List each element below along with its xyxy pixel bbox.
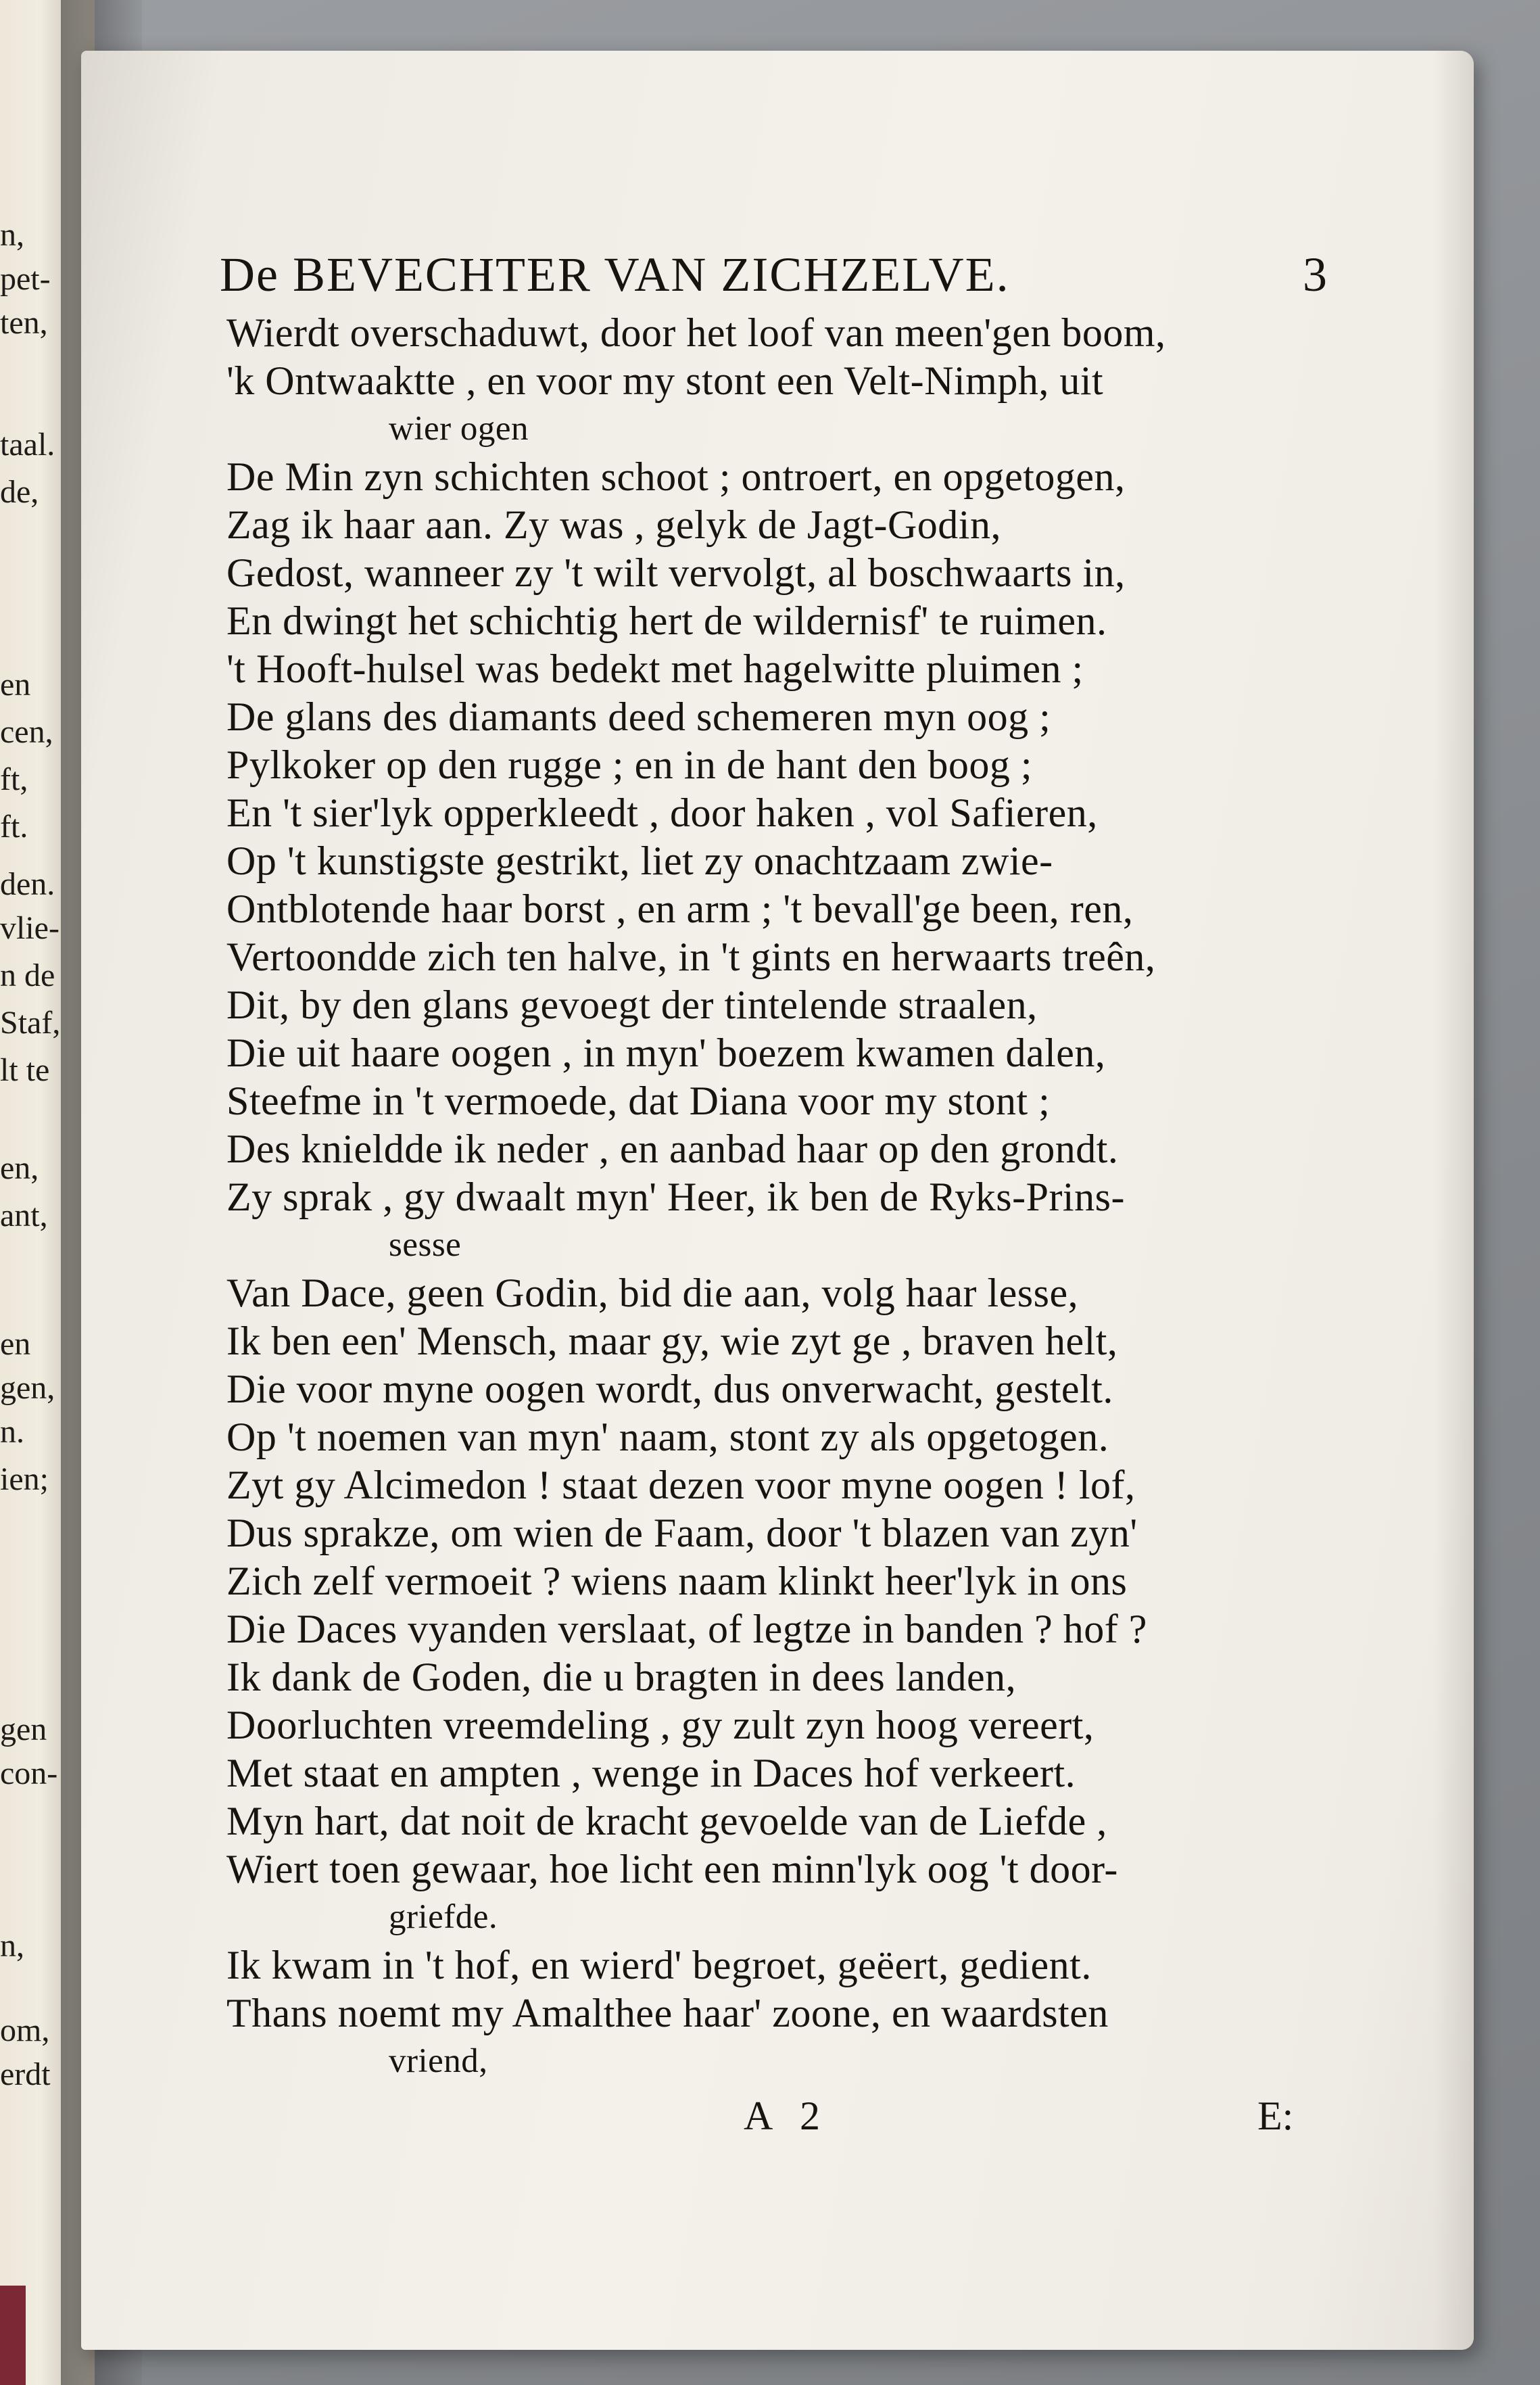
text-line: Pylkoker op den rugge ; en in de hant den boog ; [226, 742, 1033, 787]
text-line: Die voor myne oogen wordt, dus onverwacht, gestelt. [226, 1367, 1113, 1411]
text-line: Wierdt overschaduwt, door het loof van meen'gen boom, [226, 310, 1166, 355]
text-line: Vertoondde zich ten halve, in 't gints en herwaarts treên, [226, 935, 1156, 979]
text-line: Op 't noemen van myn' naam, stont zy als opgetogen. [226, 1415, 1109, 1459]
facing-page-fragment: con- [0, 1755, 58, 1791]
text-line: 't Hooft-hulsel was bedekt met hagelwitte pluimen ; [226, 646, 1084, 691]
text-line: Wiert toen gewaar, hoe licht een minn'lyk oog 't door- [226, 1847, 1118, 1891]
facing-page-fragment: lt te [0, 1052, 50, 1088]
text-line: Myn hart, dat noit de kracht gevoelde van de Liefde , [226, 1799, 1107, 1843]
facing-page-fragment: de, [0, 474, 39, 510]
facing-page-fragment: en [0, 667, 31, 703]
facing-page-fragment: cen, [0, 714, 53, 750]
text-line: Zag ik haar aan. Zy was , gelyk de Jagt-Godin, [226, 502, 1001, 547]
text-line: De glans des diamants deed schemeren myn oog ; [226, 694, 1051, 739]
facing-page-fragment: gen [0, 1711, 47, 1747]
running-head [220, 247, 1328, 308]
facing-page-fragment: ien; [0, 1461, 49, 1497]
text-line: Steefme in 't vermoede, dat Diana voor my stont ; [226, 1079, 1051, 1123]
text-line: Ontblotende haar borst , en arm ; 't bevall'ge been, ren, [226, 887, 1134, 931]
text-line: Zy sprak , gy dwaalt myn' Heer, ik ben de Ryks-Prins- [226, 1175, 1125, 1219]
text-line: Dus sprakze, om wien de Faam, door 't blazen van zyn' [226, 1511, 1138, 1555]
text-line: Zich zelf vermoeit ? wiens naam klinkt heer'lyk in ons [226, 1559, 1128, 1603]
text-line: Thans noemt my Amalthee haar' zoone, en waardsten [226, 1991, 1109, 2035]
facing-page-fragment: taal. [0, 427, 55, 463]
facing-page-fragment: vlie- [0, 910, 59, 946]
text-line: Des knieldde ik neder , en aanbad haar op den grondt. [226, 1127, 1119, 1171]
text-line: wier ogen [389, 410, 529, 448]
signature-mark: A 2 [744, 2094, 830, 2138]
facing-page-fragment: ant, [0, 1198, 48, 1233]
text-line: Van Dace, geen Godin, bid die aan, volg haar lesse, [226, 1271, 1079, 1315]
binding-edge [0, 2286, 26, 2385]
facing-page-fragment: en [0, 1326, 31, 1362]
facing-page-fragment: pet- [0, 261, 51, 297]
book-page [81, 51, 1474, 2350]
text-line: Dit, by den glans gevoegt der tintelende straalen, [226, 983, 1038, 1027]
facing-page-fragment: ten, [0, 305, 48, 341]
text-line: 'k Ontwaaktte , en voor my stont een Velt-Nimph, uit [226, 358, 1104, 403]
text-line: Zyt gy Alcimedon ! staat dezen voor myne oogen ! lof, [226, 1463, 1136, 1507]
facing-page-fragment: n, [0, 217, 24, 253]
facing-page-fragment: n, [0, 1928, 24, 1964]
text-line: griefde. [389, 1898, 498, 1936]
facing-page-fragment: en, [0, 1150, 39, 1186]
page-number: 3 [1303, 247, 1328, 302]
text-line: Doorluchten vreemdeling , gy zult zyn hoog vereert, [226, 1703, 1094, 1747]
text-line: Ik kwam in 't hof, en wierd' begroet, geëert, gedient. [226, 1943, 1092, 1987]
text-line: sesse [389, 1226, 462, 1264]
facing-page-fragment: gen, [0, 1370, 55, 1406]
facing-page-fragment: den. [0, 866, 55, 902]
facing-page-fragment: Staf, [0, 1005, 61, 1041]
text-line: Die Daces vyanden verslaat, of legtze in banden ? hof ? [226, 1607, 1147, 1651]
text-line: En 't sier'lyk opperkleedt , door haken , vol Safieren, [226, 790, 1098, 835]
text-line: Ik dank de Goden, die u bragten in dees landen, [226, 1655, 1017, 1699]
catchword: E: [1257, 2094, 1294, 2138]
running-head-title: De BEVECHTER VAN ZICHZELVE. [220, 247, 1010, 302]
text-line: Met staat en ampten , wenge in Daces hof verkeert. [226, 1751, 1076, 1795]
text-line: Gedost, wanneer zy 't wilt vervolgt, al boschwaarts in, [226, 550, 1126, 595]
facing-page-fragment: n de [0, 958, 55, 993]
facing-page-fragment: ft. [0, 809, 28, 845]
facing-page-fragment: om, [0, 2012, 50, 2048]
facing-page-fragment: ft, [0, 761, 28, 797]
facing-page-fragment: n. [0, 1414, 24, 1450]
text-line: Ik ben een' Mensch, maar gy, wie zyt ge , braven helt, [226, 1319, 1118, 1363]
verse-text [226, 309, 1335, 2085]
text-line: Op 't kunstigste gestrikt, liet zy onachtzaam zwie- [226, 839, 1053, 883]
text-line: Die uit haare oogen , in myn' boezem kwamen dalen, [226, 1031, 1106, 1075]
facing-page-fragment: erdt [0, 2056, 51, 2092]
text-line: En dwingt het schichtig hert de wildernisf' te ruimen. [226, 598, 1107, 643]
text-line: De Min zyn schichten schoot ; ontroert, en opgetogen, [226, 454, 1126, 499]
text-line: vriend, [389, 2042, 488, 2080]
